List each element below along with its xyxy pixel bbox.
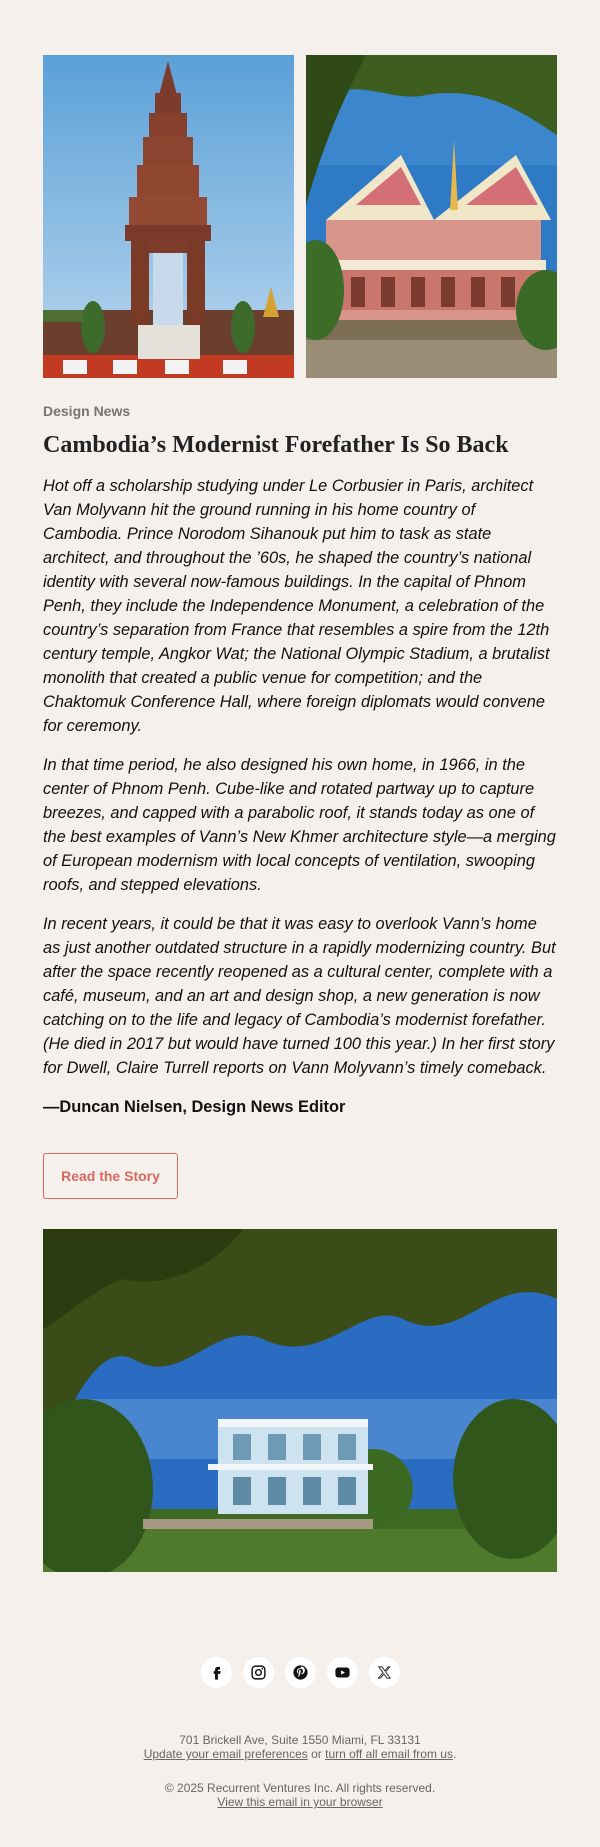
social-links <box>0 1657 600 1688</box>
email-footer <box>0 1733 600 1809</box>
update-preferences-link[interactable]: Update your email preferences <box>143 1747 308 1761</box>
hero-image-row <box>43 55 557 378</box>
article-paragraph: In that time period, he also designed his own home, in 1966, in the center of Phnom Penh. Cube-like and rotated partway up to capture breezes, and capped with a parabolic roof, it stands today as one of the best examples of Vann’s New Khmer architecture style—a merging of European modernism with local concepts of ventilation, swooping roofs, and stepped elevations. <box>43 756 556 894</box>
youtube-icon[interactable] <box>327 1657 358 1688</box>
vann-molyvann-house-photo[interactable] <box>43 1229 557 1572</box>
footer-or-text: or <box>307 1747 326 1761</box>
article-paragraph: In recent years, it could be that it was easy to overlook Vann’s home as just another outdated structure in a rapidly modernizing country. But after the space recently reopened as a cultural center, complete with a café, museum, and an art and design shop, a new generation is now catching on to the life and legacy of Cambodia’s modernist forefather. (He died in 2017 but would have turned 100 this year.) In her first story for Dwell, Claire Turrell reports on Vann Molyvann’s timely comeback. <box>43 915 556 1077</box>
editor-signoff: —Duncan Nielsen, Design News Editor <box>43 1098 346 1116</box>
facebook-icon[interactable] <box>201 1657 232 1688</box>
chaktomuk-hall-photo[interactable] <box>306 55 557 378</box>
view-in-browser-link[interactable]: View this email in your browser <box>217 1795 383 1809</box>
article-body <box>43 474 557 1134</box>
independence-monument-photo[interactable] <box>43 55 294 378</box>
article-paragraph: Hot off a scholarship studying under Le Corbusier in Paris, architect Van Molyvann hit the ground running in his home country of Cambodia. Prince Norodom Sihanouk put him to task as state architect, and throughout the ’60s, he shaped the country’s national identity with several now-famous buildings. In the capital of Phnom Penh, they include the Independence Monument, a celebration of the country’s separation from France that resembles a spire from the 12th century temple, Angkor Wat; the National Olympic Stadium, a brutalist monolith that created a public venue for competition; and the Chaktomuk Conference Hall, where foreign diplomats would convene for ceremony. <box>43 477 550 735</box>
footer-period: . <box>452 1747 457 1761</box>
instagram-icon[interactable] <box>243 1657 274 1688</box>
footer-links <box>0 1747 600 1761</box>
x-icon[interactable] <box>369 1657 400 1688</box>
footer-address: 701 Brickell Ave, Suite 1550 Miami, FL 33131 <box>179 1733 421 1747</box>
section-eyebrow: Design News <box>43 403 131 419</box>
unsubscribe-all-link[interactable]: turn off all email from us <box>325 1747 453 1761</box>
pinterest-icon[interactable] <box>285 1657 316 1688</box>
article-headline: Cambodia’s Modernist Forefather Is So Back <box>43 432 509 458</box>
read-story-button[interactable]: Read the Story <box>43 1153 178 1199</box>
footer-copyright: © 2025 Recurrent Ventures Inc. All rights reserved. <box>164 1781 436 1795</box>
